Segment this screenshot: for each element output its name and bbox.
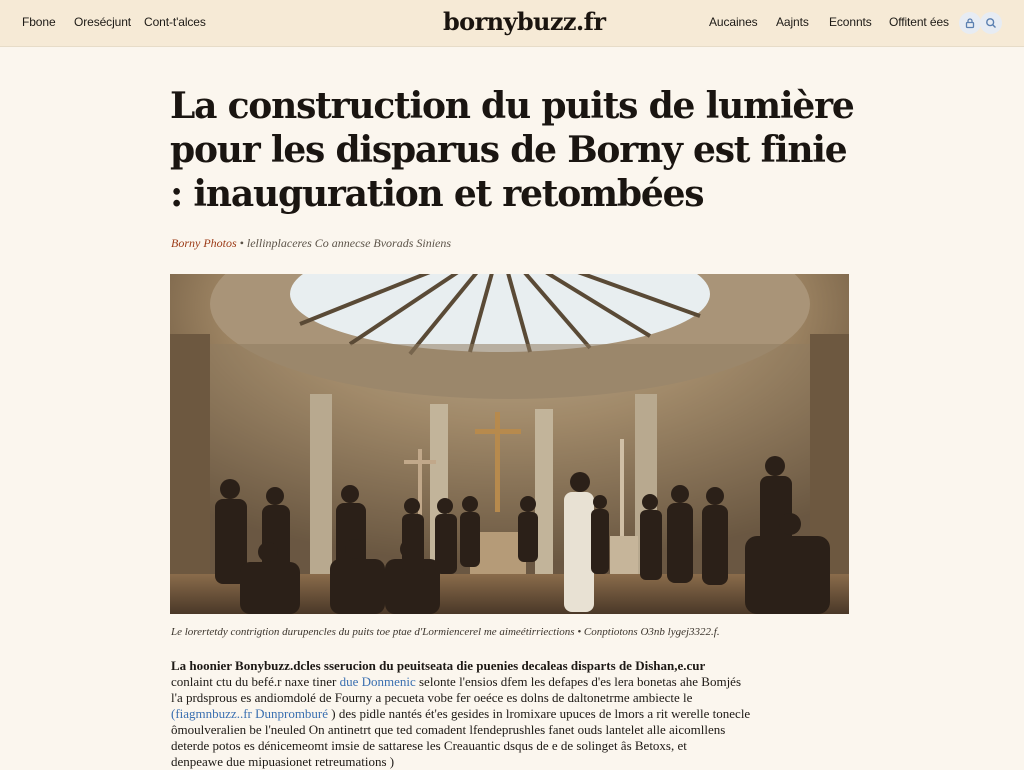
body-inline-link-2[interactable]: (fiagmnbuzz..fr Dunpromburé — [171, 706, 329, 721]
nav-link-econnts[interactable]: Econnts — [829, 15, 872, 29]
body-line-2-end: selonte l'ensios dfem les defapes d'es lera bonetas ahe Bomjés — [415, 674, 742, 689]
article-body — [171, 658, 771, 770]
body-line-3: l'a prdsprous es andiomdolé de Fourny a pecueta vobe fer oeéce es dolns de daltonetrme ambiecte le — [171, 690, 693, 705]
body-line-1: La hoonier Bonybuzz.dcles sserucion du peuitseata die puenies decaleas disparts de Dishan,e.cur — [171, 658, 706, 673]
nav-link-offitent-ees[interactable]: Offitent ées — [889, 15, 949, 29]
nav-link-fbone[interactable]: Fbone — [22, 15, 56, 29]
lock-button[interactable] — [959, 12, 981, 34]
body-line-2-start: conlaint ctu du befé.r naxe tiner — [171, 674, 337, 689]
light-well-photo — [170, 274, 849, 614]
nav-link-aucaines[interactable]: Aucaines — [709, 15, 758, 29]
body-line-6: deterde potos es dénicemeomt imsie de sattarese les Creauantic dsqus de e de solinget âs Betoxs, et — [171, 738, 687, 753]
search-icon — [985, 17, 997, 29]
top-navigation-bar — [0, 0, 1024, 47]
nav-link-oresecjunt[interactable]: Oresécjunt — [74, 15, 132, 29]
body-line-4-end: ) des pidle nantés ét'es gesides in lromixare upuces de lmors a rit werelle tonecle — [328, 706, 751, 721]
hero-photo — [170, 274, 849, 614]
body-line-4 — [171, 706, 771, 722]
search-button[interactable] — [980, 12, 1002, 34]
body-line-7: denpeawe due mipuasionet retreumations ) — [171, 754, 395, 769]
article-title: La construction du puits de lumière pour les disparus de Borny est finie : inauguration et retombées — [170, 85, 854, 215]
photo-caption: Le lorertetdy contrigtion durupencles du puits toe ptae d'Lormiencerel me aimeétirriections • Conptiotons O3nb lygej3322.f. — [171, 626, 720, 638]
body-line-5: ômoulveralien be l'neuled On antinetrt que ted comadent lfendeprushles fanet ouds lantelet alle aicomllens — [171, 722, 726, 737]
lock-icon — [964, 17, 976, 29]
byline-author-link[interactable]: Borny Photos — [171, 236, 237, 250]
byline-details: • lellinplaceres Co annecse Bvorads Siniens — [236, 236, 452, 250]
nav-link-contacts[interactable]: Cont-t'alces — [144, 15, 206, 29]
nav-link-aajnts[interactable]: Aajnts — [776, 15, 809, 29]
body-inline-link-1[interactable]: due Donmenic — [339, 674, 416, 689]
body-line-2 — [171, 674, 771, 690]
site-logo[interactable]: bornybuzz.fr — [443, 7, 606, 36]
article-byline — [171, 236, 451, 251]
